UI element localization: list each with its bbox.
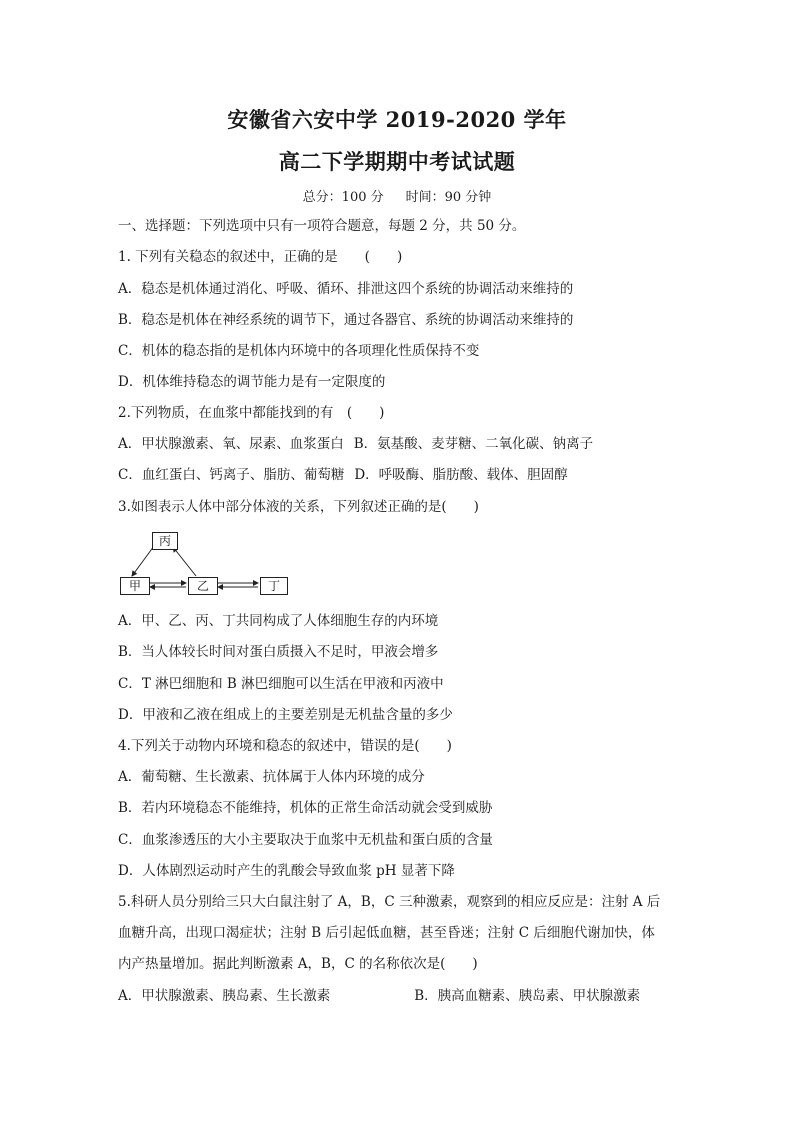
q2-option-d: D．呼吸酶、脂肪酸、载体、胆固醇 (354, 467, 568, 483)
exam-title-line1: 安徽省六安中学 2019-2020 学年 (227, 107, 567, 132)
q1-option-d: D．机体维持稳态的调节能力是有一定限度的 (118, 374, 386, 390)
exam-meta (0, 186, 794, 205)
diagram-box-ding: 丁 (260, 577, 288, 595)
q3-option-c: C．T 淋巴细胞和 B 淋巴细胞可以生活在甲液和丙液中 (118, 676, 444, 692)
q4-option-d: D．人体剧烈运动时产生的乳酸会导致血浆 pH 显著下降 (118, 863, 455, 879)
q5-stem-line1: 5.科研人员分别给三只大白鼠注射了 A，B，C 三种激素，观察到的相应反应是：注射 A 后 (118, 894, 661, 910)
q3-option-d: D．甲液和乙液在组成上的主要差别是无机盐含量的多少 (118, 707, 453, 723)
diagram-box-jia: 甲 (120, 577, 150, 595)
q2-options-row2 (118, 466, 568, 484)
q2-option-a: A．甲状腺激素、氧、尿素、血浆蛋白 (118, 436, 344, 452)
q2-stem: 2.下列物质，在血浆中都能找到的有 ( ) (118, 405, 385, 421)
q1-option-b: B．稳态是机体在神经系统的调节下，通过各器官、系统的协调活动来维持的 (118, 312, 574, 328)
q4-option-a: A．葡萄糖、生长激素、抗体属于人体内环境的成分 (118, 769, 425, 785)
q5-stem-line3: 内产热量增加。据此判断激素 A，B，C 的名称依次是( ) (118, 956, 478, 972)
diagram-box-bing: 丙 (152, 532, 178, 550)
q5-option-b: B．胰高血糖素、胰岛素、甲状腺激素 (414, 988, 641, 1004)
q3-option-b: B．当人体较长时间对蛋白质摄入不足时，甲液会增多 (118, 644, 439, 660)
q1-option-a: A．稳态是机体通过消化、呼吸、循环、排泄这四个系统的协调活动来维持的 (118, 281, 574, 297)
diagram-box-yi: 乙 (188, 577, 218, 595)
total-score: 总分：100 分 (302, 190, 384, 205)
exam-title-line2: 高二下学期期中考试试题 (278, 149, 516, 174)
arrow-bing-to-jia (132, 546, 154, 576)
q4-stem: 4.下列关于动物内环境和稳态的叙述中，错误的是( ) (118, 738, 452, 754)
q4-option-c: C．血浆渗透压的大小主要取决于血浆中无机盐和蛋白质的含量 (118, 832, 493, 848)
q2-options-row1 (118, 435, 593, 453)
q5-option-a: A．甲状腺激素、胰岛素、生长激素 (118, 988, 331, 1004)
q3-stem: 3.如图表示人体中部分体液的关系，下列叙述正确的是( ) (118, 499, 479, 515)
q5-options-row1 (118, 987, 640, 1005)
q3-option-a: A．甲、乙、丙、丁共同构成了人体细胞生存的内环境 (118, 613, 439, 629)
q2-option-c: C．血红蛋白、钙离子、脂肪、葡萄糖 (118, 467, 345, 483)
body-fluid-diagram (118, 530, 298, 600)
exam-time: 时间：90 分钟 (405, 190, 492, 205)
section-heading: 一、选择题：下列选项中只有一项符合题意，每题 2 分，共 50 分。 (118, 218, 526, 234)
q4-option-b: B．若内环境稳态不能维持，机体的正常生命活动就会受到威胁 (118, 800, 493, 816)
q1-option-c: C．机体的稳态指的是机体内环境中的各项理化性质保持不变 (118, 343, 480, 359)
arrow-yi-to-bing (173, 547, 196, 576)
q1-stem: 1. 下列有关稳态的叙述中，正确的是 ( ) (118, 249, 403, 265)
q2-option-b: B．氨基酸、麦芽糖、二氧化碳、钠离子 (353, 436, 594, 452)
q5-stem-line2: 血糖升高，出现口渴症状；注射 B 后引起低血糖，甚至昏迷；注射 C 后细胞代谢加快，体 (118, 925, 655, 941)
